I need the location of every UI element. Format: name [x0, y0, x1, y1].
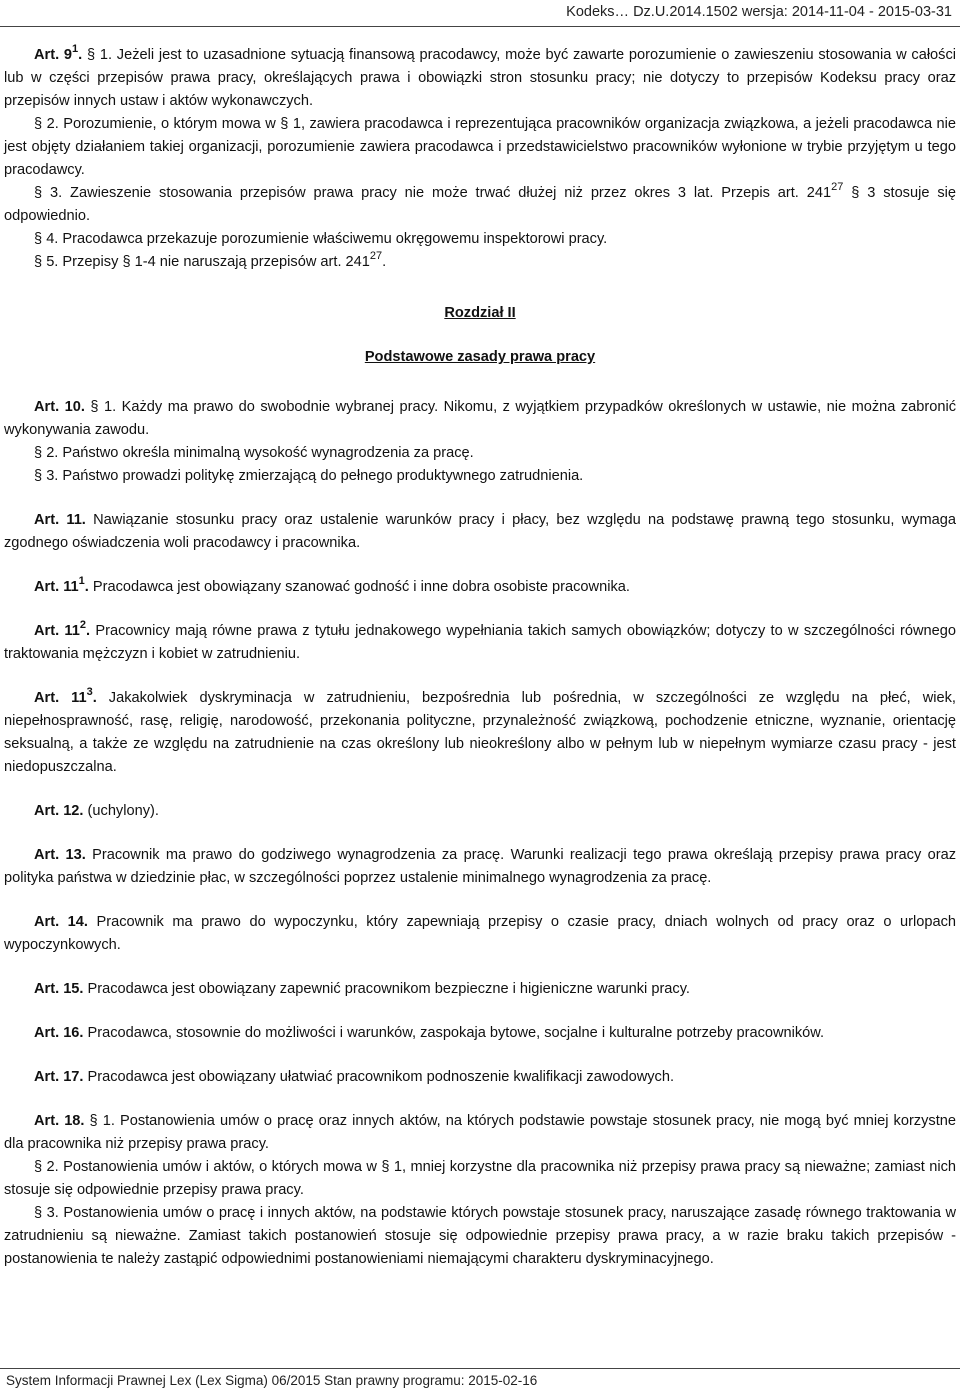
paragraph-text: Postanowienia umów o pracę i innych aktów, na podstawie których powstaje stosunek pracy, naruszające zasadę równego traktowania w zatrudnieniu są nieważne. Zamiast takich postanowień stosuje się odpowiednie przepisy prawa pracy, a w razie braku takich przepisów - postanowienia te należy zastąpić odpowiednimi postanowieniami niemającymi charakteru dyskryminacyjnego. [4, 1205, 956, 1267]
article-label: Art. 11. [34, 512, 86, 528]
paragraph-text: Każdy ma prawo do swobodnie wybranej pracy. Nikomu, z wyjątkiem przypadków określonych w ustawie, nie można zabronić wykonywania zawodu. [4, 399, 957, 438]
article-label: Art. 13. [34, 847, 86, 863]
article-label: Art. 11 [34, 690, 87, 706]
paragraph-text: Państwo prowadzi politykę zmierzającą do pełnego produktywnego zatrudnienia. [62, 468, 584, 484]
section-sign: § [851, 185, 860, 201]
article-label: Art. 12. [34, 803, 84, 819]
paragraph-number: 3. [46, 1205, 59, 1221]
art18-paragraph-3 [4, 1202, 956, 1271]
article-dot: . [85, 623, 91, 639]
article-text: Pracodawca jest obowiązany szanować godność i inne dobra osobiste pracownika. [92, 579, 630, 595]
paragraph-end: . [382, 254, 387, 270]
paragraph-number: 4. [46, 231, 59, 247]
paragraph-number: 3. [50, 185, 63, 201]
article-text: Pracownicy mają równe prawa z tytułu jednakowego wypełniania takich samych obowiązków; dotyczy to w szczególności równego traktowania mężczyzn i kobiet w zatrudnieniu. [4, 623, 956, 662]
art11-1 [4, 576, 956, 599]
article-sup: 1 [72, 43, 79, 55]
art16 [4, 1022, 956, 1045]
paragraph-text: Postanowienia umów o pracę oraz innych aktów, na których podstawie powstaje stosunek pracy, nie mogą być mniej korzystne dla pracownika niż przepisy prawa pracy. [4, 1113, 956, 1152]
article-sup: 27 [831, 181, 844, 193]
paragraph-text-cont: , mniej korzystne dla pracownika niż przepisy prawa pracy są nieważne; zamiast nich stosuje się odpowiednie przepisy prawa pracy. [4, 1159, 957, 1198]
paragraph-text-cont: stosuje się odpowiednio. [4, 185, 956, 224]
art18-paragraph-1 [4, 1110, 956, 1156]
chapter-title: Podstawowe zasady prawa pracy [364, 349, 596, 365]
section-ref: 3 [867, 185, 876, 201]
section-ref: 1 [292, 116, 301, 132]
section-sign: § [89, 1113, 98, 1129]
art9-1-paragraph-4 [4, 228, 956, 251]
article-label: Art. 14. [34, 914, 88, 930]
article-text: Pracodawca jest obowiązany ułatwiać pracownikom podnoszenie kwalifikacji zawodowych. [87, 1069, 675, 1085]
paragraph-text-cont: , zawiera pracodawca i reprezentująca pracowników organizacja związkowa, a jeżeli pracodawca nie jest objęty działaniem takiej organizacji, porozumienie zawiera pracodawca i przedstawicielstwo pracowników wyłonione w trybie przyjętym u tego pracodawcy. [4, 116, 956, 178]
section-ref: 1-4 [134, 254, 156, 270]
article-sup: 3 [86, 686, 93, 698]
art17 [4, 1066, 956, 1089]
section-ref: 1 [393, 1159, 403, 1175]
art15 [4, 978, 956, 1001]
section-sign: § [86, 47, 96, 63]
art9-1-paragraph-2 [4, 113, 956, 182]
section-sign: § [280, 116, 289, 132]
art11 [4, 509, 956, 555]
paragraph-number: 5. [46, 254, 59, 270]
article-text: Pracodawca, stosownie do możliwości i warunków, zaspokaja bytowe, socjalne i kulturalne potrzeby pracowników. [87, 1025, 825, 1041]
art9-1-paragraph-3 [4, 182, 956, 228]
section-sign: § [34, 254, 43, 270]
article-dot: . [84, 579, 89, 595]
footer-text: System Informacji Prawnej Lex (Lex Sigma) 06/2015 Stan prawny programu: 2015-02-16 [6, 1373, 538, 1388]
art10-paragraph-2 [4, 442, 956, 465]
section-sign: § [90, 399, 99, 415]
paragraph-text: Postanowienia umów i aktów, o których mowa w [63, 1159, 377, 1175]
paragraph-text: Porozumienie, o którym mowa w [63, 116, 276, 132]
paragraph-text: Pracodawca przekazuje porozumienie właściwemu okręgowemu inspektorowi pracy. [62, 231, 608, 247]
art9-1-paragraph-1 [4, 44, 956, 113]
article-sup: 27 [369, 250, 383, 262]
article-label: Art. 18. [34, 1113, 85, 1129]
article-sup: 1 [78, 575, 85, 587]
section-sign: § [34, 116, 43, 132]
art11-2 [4, 620, 956, 666]
paragraph-number: 1. [99, 47, 113, 63]
article-dot: . [78, 47, 83, 63]
article-label: Art. 17. [34, 1069, 84, 1085]
page-footer [0, 1368, 960, 1392]
page-header [0, 0, 960, 30]
paragraph-number: 2. [46, 445, 59, 461]
art12 [4, 800, 956, 823]
paragraph-text-cont: nie naruszają przepisów art. 241 [159, 254, 370, 270]
article-label: Art. 11 [34, 579, 79, 595]
paragraph-text: Zawieszenie stosowania przepisów prawa pracy nie może trwać dłużej niż przez okres 3 lat. Przepis art. 241 [70, 185, 832, 201]
section-sign: § [34, 445, 43, 461]
section-sign: § [122, 254, 131, 270]
paragraph-number: 1. [104, 399, 117, 415]
section-sign: § [34, 185, 43, 201]
article-text: (uchylony). [87, 803, 159, 819]
section-sign: § [34, 468, 43, 484]
header-divider [0, 26, 960, 27]
art11-3 [4, 687, 956, 779]
article-label: Art. 9 [34, 47, 73, 63]
paragraph-number: 3. [46, 468, 59, 484]
chapter-label: Rozdział II [444, 305, 516, 321]
article-sup: 2 [79, 619, 86, 631]
article-dot: . [92, 690, 97, 706]
footer-divider [0, 1368, 960, 1369]
article-text: Jakakolwiek dyskryminacja w zatrudnieniu, bezpośrednia lub pośrednia, w szczególności ze względu na płeć, wiek, niepełnosprawność, rasę, religię, narodowość, przekonania polityczne, przynależność związkową, pochodzenie etniczne, wyznanie, orientację seksualną, a także ze względu na zatrudnienie na czas określony lub nieokreślony albo w pełnym lub w niepełnym wymiarze czasu pracy - jest niedopuszczalna. [4, 690, 956, 775]
article-text: Pracodawca jest obowiązany zapewnić pracownikom bezpieczne i higieniczne warunki pracy. [87, 981, 690, 997]
article-text: Pracownik ma prawo do wypoczynku, który zapewniają przepisy o czasie pracy, dniach wolnych od pracy oraz o urlopach wypoczynkowych. [4, 914, 956, 953]
art13 [4, 844, 956, 890]
art18-paragraph-2 [4, 1156, 956, 1202]
paragraph-number: 1. [102, 1113, 115, 1129]
document-body [4, 44, 956, 1271]
art14 [4, 911, 956, 957]
article-text: Nawiązanie stosunku pracy oraz ustalenie warunków pracy i płacy, bez względu na podstawę prawną tego stosunku, wymaga zgodnego oświadczenia woli pracodawcy i pracownika. [4, 512, 956, 551]
article-label: Art. 11 [34, 623, 80, 639]
header-text: Kodeks… Dz.U.2014.1502 wersja: 2014-11-04 - 2015-03-31 [566, 4, 952, 20]
section-sign: § [34, 1159, 43, 1175]
paragraph-text: Przepisy [62, 254, 119, 270]
paragraph-text: Państwo określa minimalną wysokość wynagrodzenia za pracę. [62, 445, 474, 461]
article-label: Art. 16. [34, 1025, 84, 1041]
art9-1-paragraph-5 [4, 251, 956, 274]
paragraph-number: 2. [46, 116, 59, 132]
article-text: Pracownik ma prawo do godziwego wynagrodzenia za pracę. Warunki realizacji tego prawa określają przepisy prawa pracy oraz polityka państwa w dziedzinie płac, w szczególności poprzez ustalenie minimalnego wynagrodzenia za pracę. [4, 847, 956, 886]
article-label: Art. 15. [34, 981, 84, 997]
section-sign: § [34, 1205, 43, 1221]
art10-paragraph-3 [4, 465, 956, 488]
paragraph-text: Jeżeli jest to uzasadnione sytuacją finansową pracodawcy, może być zawarte porozumienie o zawieszeniu stosowania w całości lub w części przepisów prawa pracy, określających prawa i obowiązki stron stosunku pracy; nie dotyczy to przepisów Kodeksu pracy oraz przepisów innych ustaw i aktów wykonawczych. [4, 47, 957, 109]
section-sign: § [34, 231, 43, 247]
art10-paragraph-1 [4, 396, 956, 442]
article-label: Art. 10. [34, 399, 85, 415]
paragraph-number: 2. [46, 1159, 59, 1175]
section-sign: § [381, 1159, 390, 1175]
